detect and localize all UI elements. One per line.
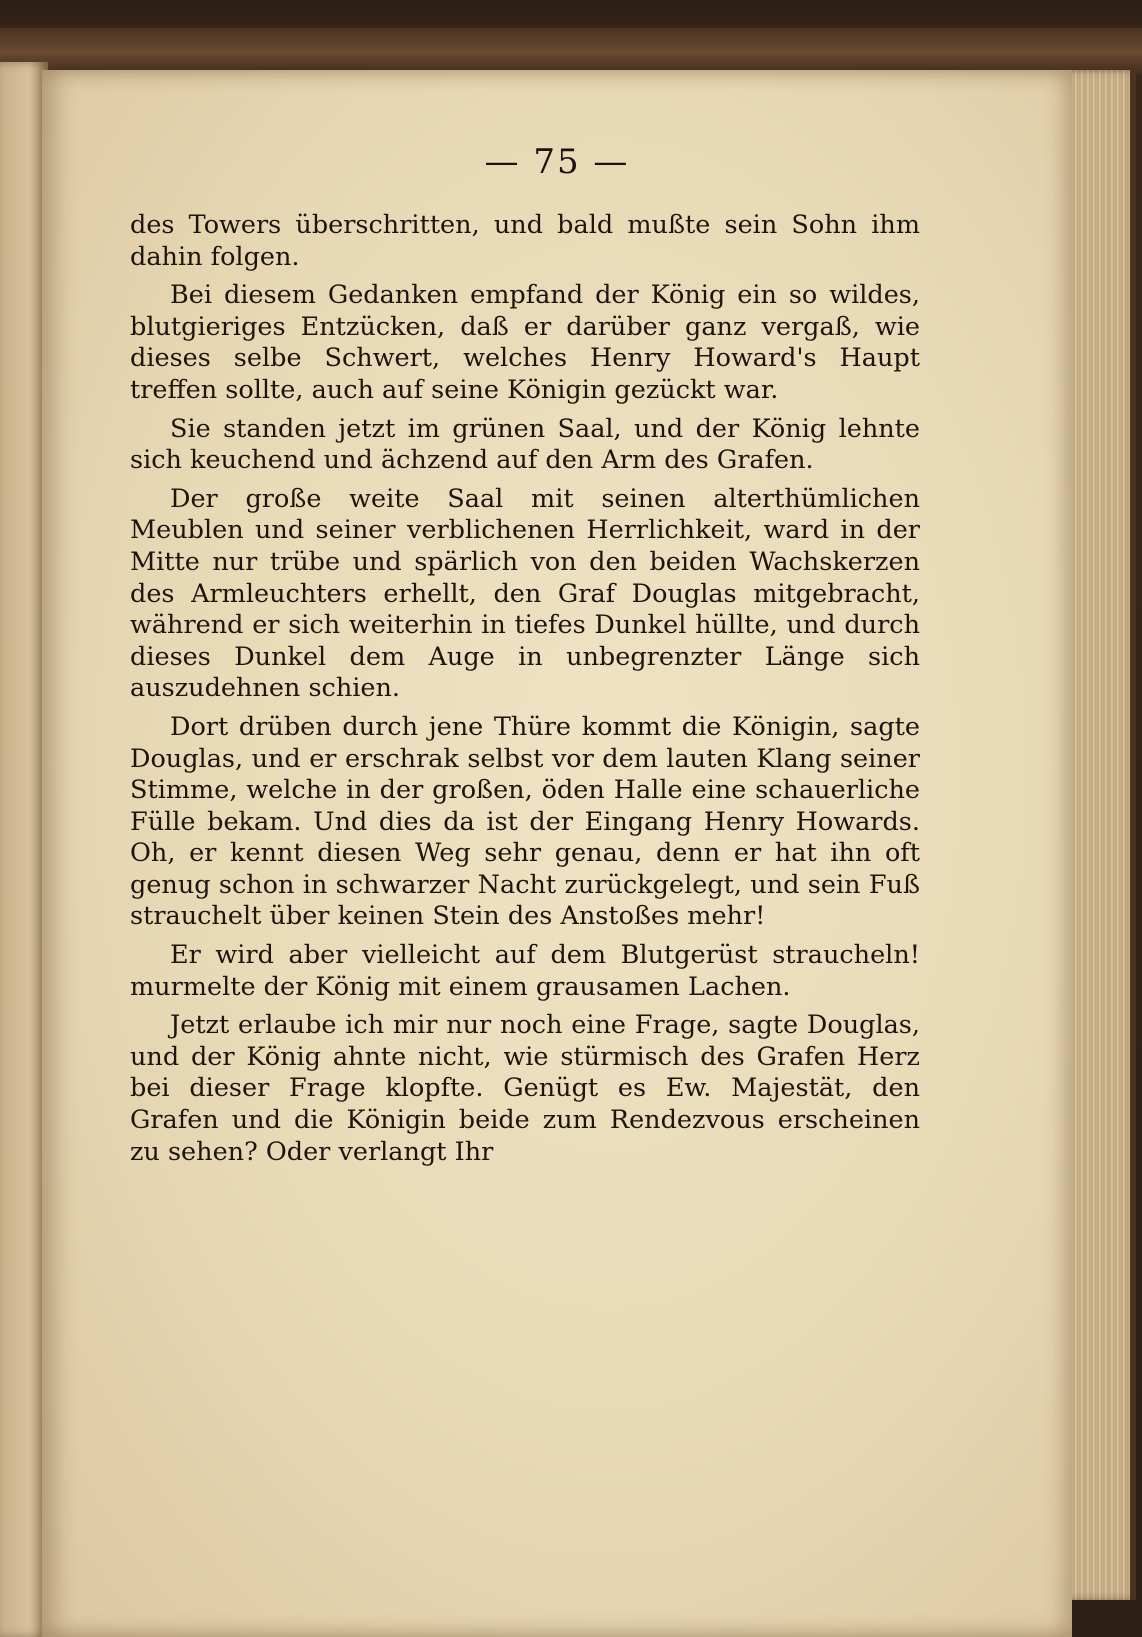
paragraph-4: Der große weite Saal mit seinen alterthümlichen Meublen und seiner verblichenen Herrlichkeit, ward in der Mitte nur trübe und spärlich von den beiden Wachskerzen des Armleuchters erhellt, den Graf Douglas mitgebracht, während er sich weiterhin in tiefes Dunkel hüllte, und durch dieses Dunkel dem Auge in unbegrenzter Länge sich auszudehnen schien. xyxy=(130,483,920,704)
paragraph-5: Dort drüben durch jene Thüre kommt die Königin, sagte Douglas, und er erschrak selbst vor dem lauten Klang seiner Stimme, welche in der großen, öden Halle eine schauerliche Fülle bekam. Und dies da ist der Eingang Henry Howards. Oh, er kennt diesen Weg sehr genau, denn er hat ihn oft genug schon in schwarzer Nacht zurückgelegt, und sein Fuß strauchelt über keinen Stein des Anstoßes mehr! xyxy=(130,711,920,932)
paragraph-7: Jetzt erlaube ich mir nur noch eine Frage, sagte Douglas, und der König ahnte nicht, wie stürmisch des Grafen Herz bei dieser Frage klopfte. Genügt es Ew. Majestät, den Grafen und die Königin beide zum Rendezvous erscheinen zu sehen? Oder verlangt Ihr xyxy=(130,1010,920,1167)
book-page xyxy=(42,70,1072,1637)
paragraph-6: Er wird aber vielleicht auf dem Blutgerüst straucheln! murmelte der König mit einem grausamen Lachen. xyxy=(130,940,920,1002)
paragraph-3: Sie standen jetzt im grünen Saal, und der König lehnte sich keuchend und ächzend auf den Arm des Grafen. xyxy=(130,413,920,476)
page-number: — 75 — xyxy=(484,142,630,182)
paragraph-2: Bei diesem Gedanken empfand der König ein so wildes, blutgieriges Entzücken, daß er darüber ganz vergaß, wie dieses selbe Schwert, welches Henry Howard's Haupt treffen sollte, auch auf seine Königin gezückt war. xyxy=(130,280,920,405)
book-cover-edge xyxy=(0,28,1142,76)
facing-page-edge xyxy=(0,62,48,1637)
body-text xyxy=(130,210,920,1175)
paragraph-1: des Towers überschritten, und bald mußte sein Sohn ihm dahin folgen. xyxy=(130,210,920,272)
